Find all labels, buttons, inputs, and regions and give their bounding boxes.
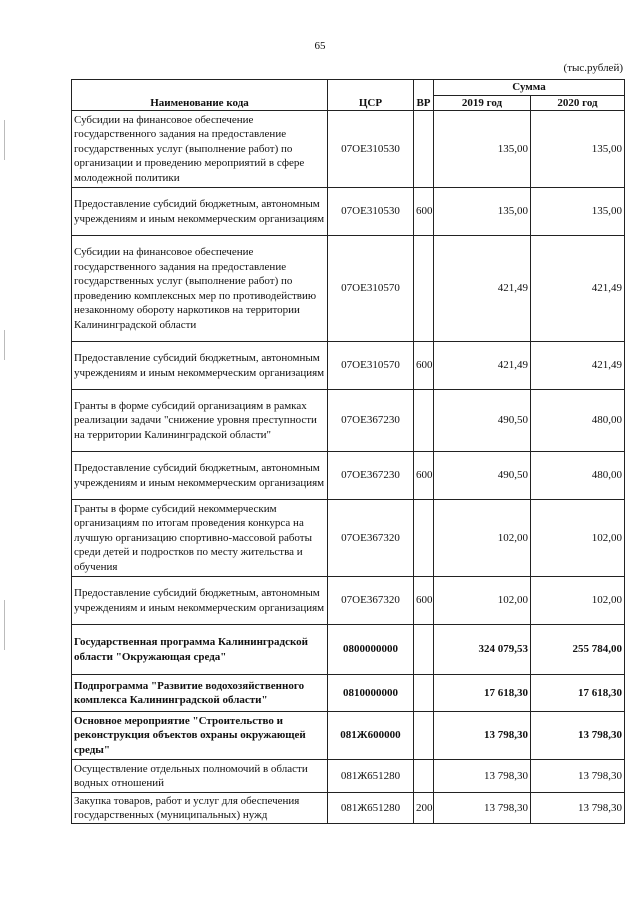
row-vr: 600 [414, 452, 434, 500]
row-name: Гранты в форме субсидий некоммерческим организациям по итогам проведения конкурса на лучшую организацию спортивно-массовой работы среди детей и подростков по месту жительства и обучения [72, 500, 328, 577]
row-name: Осуществление отдельных полномочий в области водных отношений [72, 760, 328, 793]
row-2019: 490,50 [434, 452, 531, 500]
table-row [72, 188, 625, 236]
table-row [72, 675, 625, 712]
row-name: Предоставление субсидий бюджетным, автономным учреждениям и иным некоммерческим организациям [72, 188, 328, 236]
row-csr: 07ОЕ367230 [328, 390, 414, 452]
header-year-2019: 2019 год [434, 95, 531, 111]
row-csr: 081Ж600000 [328, 712, 414, 760]
table-row [72, 500, 625, 577]
row-vr [414, 675, 434, 712]
row-2020: 102,00 [531, 577, 625, 625]
row-vr [414, 712, 434, 760]
row-csr: 07ОЕ310530 [328, 111, 414, 188]
row-vr: 600 [414, 577, 434, 625]
table-row [72, 712, 625, 760]
row-csr: 0810000000 [328, 675, 414, 712]
scan-edge-mark [4, 600, 5, 650]
row-name: Субсидии на финансовое обеспечение государственного задания на предоставление государственных услуг (выполнение работ) по организации и проведению мероприятий в сфере молодежной политики [72, 111, 328, 188]
row-2020: 421,49 [531, 342, 625, 390]
scan-edge-mark [4, 120, 5, 160]
row-csr: 081Ж651280 [328, 760, 414, 793]
row-name: Подпрограмма "Развитие водохозяйственного комплекса Калининградской области" [72, 675, 328, 712]
row-2020: 102,00 [531, 500, 625, 577]
row-2019: 102,00 [434, 500, 531, 577]
row-2019: 13 798,30 [434, 712, 531, 760]
row-2020: 13 798,30 [531, 793, 625, 824]
page-number: 65 [314, 40, 326, 52]
row-name: Основное мероприятие "Строительство и реконструкция объектов охраны окружающей среды" [72, 712, 328, 760]
header-year-2020: 2020 год [531, 95, 625, 111]
row-2019: 13 798,30 [434, 760, 531, 793]
row-name: Государственная программа Калининградской области "Окружающая среда" [72, 625, 328, 675]
row-name: Предоставление субсидий бюджетным, автономным учреждениям и иным некоммерческим организациям [72, 452, 328, 500]
row-vr [414, 625, 434, 675]
table-row [72, 625, 625, 675]
row-2020: 421,49 [531, 236, 625, 342]
row-2019: 324 079,53 [434, 625, 531, 675]
header-vr: ВР [414, 80, 434, 111]
table-row [72, 111, 625, 188]
row-name: Субсидии на финансовое обеспечение государственного задания на предоставление государственных услуг (выполнение работ) по проведению комплексных мер по противодействию незаконному обороту наркотиков на территории Калининградской области [72, 236, 328, 342]
row-vr: 600 [414, 342, 434, 390]
scan-edge-mark [4, 330, 5, 360]
row-2020: 13 798,30 [531, 760, 625, 793]
row-csr: 0800000000 [328, 625, 414, 675]
row-2020: 480,00 [531, 390, 625, 452]
row-2019: 102,00 [434, 577, 531, 625]
row-2020: 13 798,30 [531, 712, 625, 760]
row-2020: 135,00 [531, 111, 625, 188]
budget-table [71, 79, 625, 824]
row-2019: 135,00 [434, 111, 531, 188]
row-csr: 07ОЕ310570 [328, 342, 414, 390]
row-2019: 421,49 [434, 236, 531, 342]
row-2020: 135,00 [531, 188, 625, 236]
row-vr [414, 760, 434, 793]
table-row [72, 577, 625, 625]
row-vr [414, 236, 434, 342]
row-2019: 17 618,30 [434, 675, 531, 712]
row-2019: 490,50 [434, 390, 531, 452]
header-csr: ЦСР [328, 80, 414, 111]
header-sum: Сумма [434, 80, 625, 96]
table-row [72, 760, 625, 793]
row-2020: 255 784,00 [531, 625, 625, 675]
row-csr: 07ОЕ367320 [328, 577, 414, 625]
row-vr [414, 500, 434, 577]
table-row [72, 342, 625, 390]
row-csr: 07ОЕ367230 [328, 452, 414, 500]
row-2019: 13 798,30 [434, 793, 531, 824]
units-label: (тыс.рублей) [563, 62, 623, 74]
row-vr [414, 390, 434, 452]
row-csr: 07ОЕ310530 [328, 188, 414, 236]
row-csr: 07ОЕ310570 [328, 236, 414, 342]
row-2019: 135,00 [434, 188, 531, 236]
row-2020: 17 618,30 [531, 675, 625, 712]
row-name: Предоставление субсидий бюджетным, автономным учреждениям и иным некоммерческим организациям [72, 342, 328, 390]
row-name: Гранты в форме субсидий организациям в рамках реализации задачи "снижение уровня преступности на территории Калининградской области" [72, 390, 328, 452]
row-vr: 200 [414, 793, 434, 824]
table-row [72, 793, 625, 824]
row-csr: 081Ж651280 [328, 793, 414, 824]
table-row [72, 236, 625, 342]
table-row [72, 452, 625, 500]
row-vr: 600 [414, 188, 434, 236]
table-row [72, 390, 625, 452]
row-2019: 421,49 [434, 342, 531, 390]
row-2020: 480,00 [531, 452, 625, 500]
row-name: Закупка товаров, работ и услуг для обеспечения государственных (муниципальных) нужд [72, 793, 328, 824]
row-name: Предоставление субсидий бюджетным, автономным учреждениям и иным некоммерческим организациям [72, 577, 328, 625]
row-vr [414, 111, 434, 188]
header-name: Наименование кода [72, 80, 328, 111]
row-csr: 07ОЕ367320 [328, 500, 414, 577]
